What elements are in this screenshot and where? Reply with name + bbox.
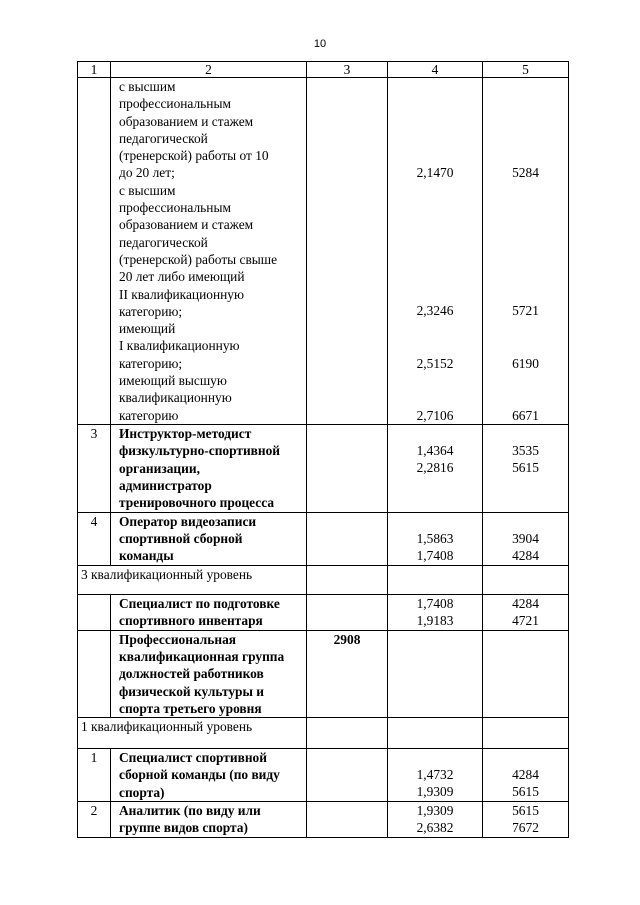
header-row <box>78 62 569 78</box>
salary-cell: 4284 4721 <box>483 594 569 630</box>
coefficient-cell: 2,1470 2,3246 2,5152 2,7106 <box>388 78 483 425</box>
row-number: 1 <box>78 749 111 802</box>
coefficient-cell: 1,4364 2,2816 <box>388 425 483 512</box>
salary-cell: 5284 5721 6190 6671 <box>483 78 569 425</box>
coefficient-cell: 1,5863 1,7408 <box>388 512 483 565</box>
coefficient-cell: 1,4732 1,9309 <box>388 749 483 802</box>
row-number: 4 <box>78 512 111 565</box>
table-row <box>78 802 569 838</box>
position-title: Специалист по подготовке спортивного инвентаря <box>111 594 307 630</box>
coefficient-cell: 1,9309 2,6382 <box>388 802 483 838</box>
qualification-level: 1 квалификационный уровень <box>78 718 307 749</box>
table-row <box>78 512 569 565</box>
page-number: 10 <box>313 38 327 50</box>
salary-cell: 5615 7672 <box>483 802 569 838</box>
position-title: Оператор видеозаписи спортивной сборной команды <box>111 512 307 565</box>
header-cell: 5 <box>483 62 569 78</box>
salary-cell: 3904 4284 <box>483 512 569 565</box>
header-cell: 3 <box>307 62 388 78</box>
row-number: 2 <box>78 802 111 838</box>
group-code: 2908 <box>307 630 388 717</box>
table-row <box>78 425 569 512</box>
table-row <box>78 78 569 425</box>
table-row <box>78 749 569 802</box>
position-title: Инструктор-методист физкультурно-спортивной организации, администратор тренировочного процесса <box>111 425 307 512</box>
header-cell: 1 <box>78 62 111 78</box>
salary-cell: 3535 5615 <box>483 425 569 512</box>
coefficient-cell: 1,7408 1,9183 <box>388 594 483 630</box>
header-cell: 4 <box>388 62 483 78</box>
group-title: Профессиональная квалификационная группа должностей работников физической культуры и спорта третьего уровня <box>111 630 307 717</box>
row-number: 3 <box>78 425 111 512</box>
rates-table <box>77 61 569 838</box>
table-row <box>78 718 569 749</box>
qualification-level: 3 квалификационный уровень <box>78 565 307 594</box>
position-title: Специалист спортивной сборной команды (по виду спорта) <box>111 749 307 802</box>
salary-cell: 4284 5615 <box>483 749 569 802</box>
table-row <box>78 594 569 630</box>
position-title: Аналитик (по виду или группе видов спорта) <box>111 802 307 838</box>
header-cell: 2 <box>111 62 307 78</box>
position-description: с высшим профессиональным образованием и стажем педагогической (тренерской) работы от 10 до 20 лет; с высшим профессиональным образованием и стажем педагогической (тренерской) работы свыше 20 лет либо имеющий II квалификационную категорию; имеющий I квалификационную категорию; имеющий высшую квалификационную категорию <box>111 78 307 425</box>
table-row <box>78 565 569 594</box>
table-row <box>78 630 569 717</box>
